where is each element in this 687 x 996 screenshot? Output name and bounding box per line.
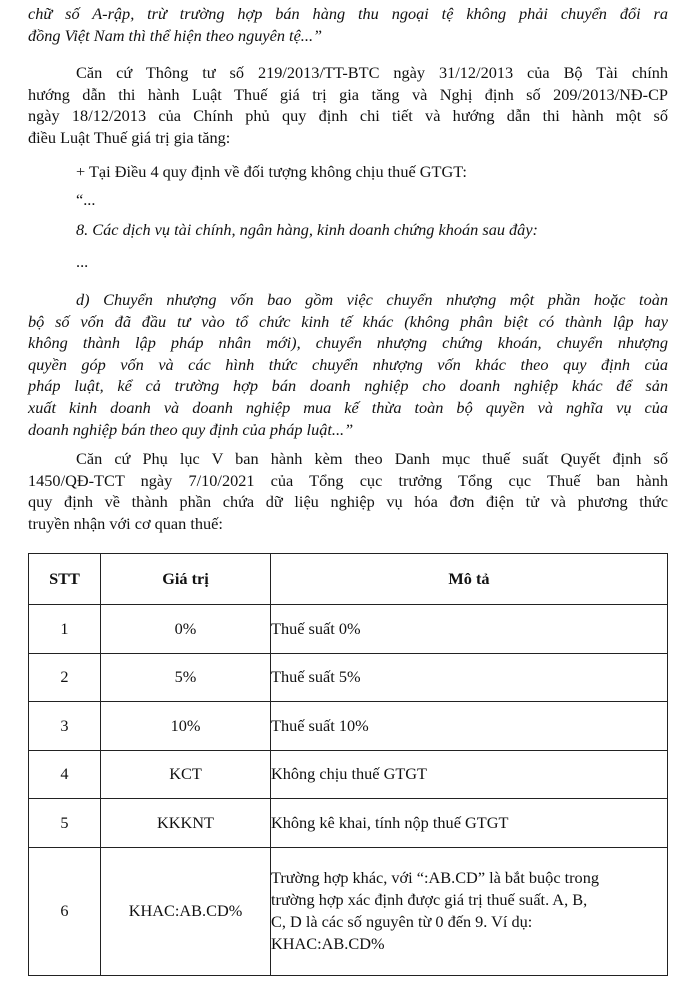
table-row: 3 10% Thuế suất 10% xyxy=(29,702,668,751)
paragraph-ellipsis-open: “... xyxy=(76,190,96,209)
table-row: 2 5% Thuế suất 5% xyxy=(29,653,668,702)
paragraph-article-4: + Tại Điều 4 quy định về đối tượng không chịu thuế GTGT: xyxy=(76,162,467,181)
table-row: 6 KHAC:AB.CD% Trường hợp khác, với “:AB.CD” là bắt buộc trong trường hợp xác định được giá trị thuế suất. A, B, C, D là các số nguyên từ 0 đến 9. Ví dụ: KHAC:AB.CD% xyxy=(29,847,668,975)
paragraph-appendix-v: Căn cứ Phụ lục V ban hành kèm theo Danh mục thuế suất Quyết định số 1450/QĐ-TCT ngày 7/10/2021 của Tổng cục trưởng Tổng cục Thuế ban hành quy định về thành phần chứa dữ liệu nghiệp vụ hóa đơn điện tử và phương thức truyền nhận với cơ quan thuế: xyxy=(28,449,668,533)
table-header-row xyxy=(29,554,668,605)
table-row: 5 KKKNT Không kê khai, tính nộp thuế GTGT xyxy=(29,799,668,848)
tax-rate-table xyxy=(28,553,668,976)
table-row: 4 KCT Không chịu thuế GTGT xyxy=(29,750,668,799)
paragraph-item-d: d) Chuyển nhượng vốn bao gồm việc chuyển nhượng một phần hoặc toàn bộ số vốn đã đầu tư vào tổ chức kinh tế khác (không phân biệt có thành lập hay không thành lập pháp nhân mới), chuyển nhượng chứng khoán, chuyển nhượng quyền góp vốn và các hình thức chuyển nhượng vốn khác theo quy định của pháp luật, kể cả trường hợp bán doanh nghiệp cho doanh nghiệp khác để sản xuất kinh doanh và doanh nghiệp mua kế thừa toàn bộ quyền và nghĩa vụ của doanh nghiệp bán theo quy định của pháp luật...” xyxy=(28,290,668,439)
paragraph-item-8: 8. Các dịch vụ tài chính, ngân hàng, kinh doanh chứng khoán sau đây: xyxy=(76,220,538,239)
table-row: 1 0% Thuế suất 0% xyxy=(29,605,668,654)
header-description: Mô tả xyxy=(271,554,668,605)
paragraph-ellipsis: ... xyxy=(76,252,89,271)
description-multiline: Trường hợp khác, với “:AB.CD” là bắt buộc trong trường hợp xác định được giá trị thuế suất. A, B, C, D là các số nguyên từ 0 đến 9. Ví dụ: KHAC:AB.CD% xyxy=(271,847,668,975)
paragraph-quote-end: chữ số A-rập, trừ trường hợp bán hàng thu ngoại tệ không phải chuyển đổi ra đồng Việt Nam thì thể hiện theo nguyên tệ...” xyxy=(28,4,668,45)
header-value: Giá trị xyxy=(101,554,271,605)
header-stt: STT xyxy=(29,554,101,605)
paragraph-circular-219: Căn cứ Thông tư số 219/2013/TT-BTC ngày 31/12/2013 của Bộ Tài chính hướng dẫn thi hành Luật Thuế giá trị gia tăng và Nghị định số 209/2013/NĐ-CP ngày 18/12/2013 của Chính phủ quy định chi tiết và hướng dẫn thi hành một số điều Luật Thuế giá trị gia tăng: xyxy=(28,63,668,147)
